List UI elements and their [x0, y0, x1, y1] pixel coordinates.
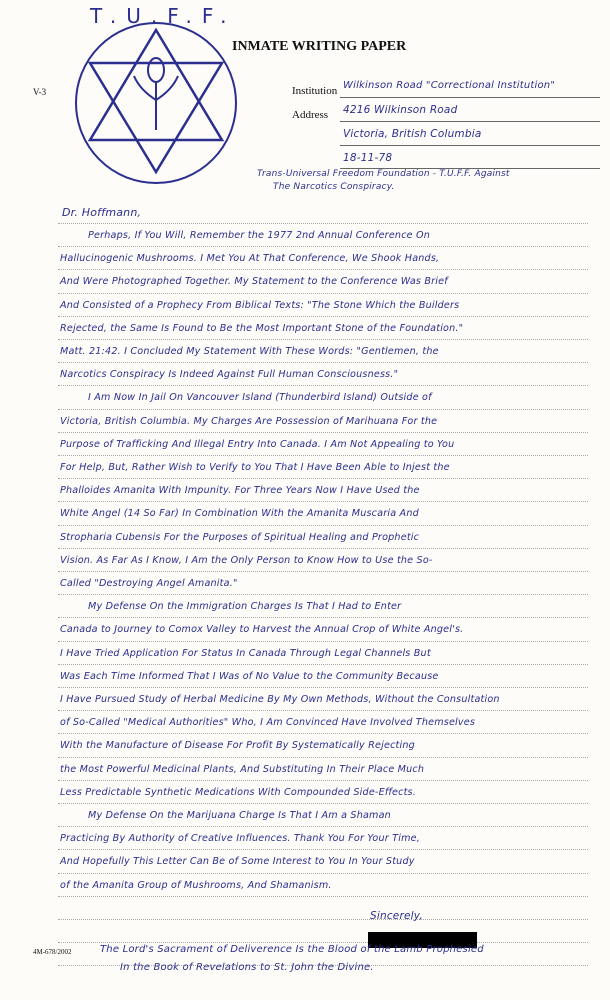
letter-line: For Help, But, Rather Wish to Verify to You That I Have Been Able to Injest the — [60, 462, 450, 473]
form-title: INMATE WRITING PAPER — [232, 39, 407, 54]
ruled-line — [58, 432, 588, 433]
footer-code: 4M-678/2002 — [33, 948, 72, 956]
ruled-line — [58, 571, 588, 572]
ruled-line — [58, 803, 588, 804]
ruled-line — [58, 269, 588, 270]
ruled-line — [58, 455, 588, 456]
org-line-2: The Narcotics Conspiracy. — [273, 182, 395, 192]
letter-line: With the Manufacture of Disease For Profit By Systematically Rejecting — [60, 740, 415, 752]
letter-line: Called "Destroying Angel Amanita." — [60, 578, 238, 589]
org-line-1: Trans-Universal Freedom Foundation - T.U.F.F. Against — [257, 169, 510, 179]
ruled-line — [58, 780, 588, 781]
ruled-line — [58, 246, 588, 247]
ruled-line — [58, 919, 588, 920]
letter-line: Hallucinogenic Mushrooms. I Met You At That Conference, We Shook Hands, — [60, 253, 440, 265]
letter-line: I Am Now In Jail On Vancouver Island (Thunderbird Island) Outside of — [88, 392, 432, 404]
ruled-line — [58, 548, 588, 549]
ruled-line — [58, 223, 588, 224]
letter-line: And Hopefully This Letter Can Be of Some Interest to You In Your Study — [60, 856, 415, 868]
letter-line: Rejected, the Same Is Found to Be the Most Important Stone of the Foundation." — [60, 322, 464, 334]
letter-line: Matt. 21:42. I Concluded My Statement With These Words: "Gentlemen, the — [60, 346, 439, 357]
letter-line: Less Predictable Synthetic Medications With Compounded Side-Effects. — [60, 786, 416, 798]
address-line-2: Victoria, British Columbia — [343, 128, 482, 140]
letter-line: of So-Called "Medical Authorities" Who, I Am Convinced Have Involved Themselves — [60, 717, 476, 729]
letter-line: of the Amanita Group of Mushrooms, And Shamanism. — [60, 879, 332, 891]
ruled-line — [58, 293, 588, 294]
letter-line: Vision. As Far As I Know, I Am the Only Person to Know How to Use the So- — [60, 554, 433, 566]
closing: Sincerely, — [370, 910, 423, 922]
postscript-line-1: The Lord's Sacrament of Deliverence Is the Blood of the Lamb Prophesied — [100, 944, 484, 955]
ruled-line — [58, 385, 588, 386]
ruled-line — [58, 478, 588, 479]
ruled-line — [58, 896, 588, 897]
institution-label: Institution — [292, 85, 338, 97]
letter-line: Was Each Time Informed That I Was of No Value to the Community Because — [60, 670, 439, 682]
letter-line: And Consisted of a Prophecy From Biblical Texts: "The Stone Which the Builders — [60, 299, 460, 311]
ruled-line — [58, 339, 588, 340]
letter-line: My Defense On the Immigration Charges Is That I Had to Enter — [88, 601, 402, 613]
ruled-line — [58, 757, 588, 758]
letter-line: And Were Photographed Together. My Statement to the Conference Was Brief — [60, 276, 448, 288]
ruled-line — [58, 316, 588, 317]
ruled-line — [58, 826, 588, 827]
ruled-line — [58, 362, 588, 363]
ruled-line — [58, 501, 588, 502]
ruled-line — [58, 525, 588, 526]
letter-line: Perhaps, If You Will, Remember the 1977 2nd Annual Conference On — [88, 230, 431, 241]
ruled-line — [58, 687, 588, 688]
letter-line: My Defense On the Marijuana Charge Is That I Am a Shaman — [88, 810, 391, 821]
letter-line: Practicing By Authority of Creative Influences. Thank You For Your Time, — [60, 833, 420, 845]
letter-line: White Angel (14 So Far) In Combination With the Amanita Muscaria And — [60, 508, 419, 520]
letter-line: Canada to Journey to Comox Valley to Harvest the Annual Crop of White Angel's. — [60, 624, 464, 636]
salutation: Dr. Hoffmann, — [62, 206, 142, 219]
letter-line: Narcotics Conspiracy Is Indeed Against Full Human Consciousness." — [60, 369, 399, 381]
ruled-line — [58, 664, 588, 665]
address-line-1: 4216 Wilkinson Road — [343, 104, 458, 116]
letter-date: 18-11-78 — [343, 152, 393, 164]
letter-line: Purpose of Trafficking And Illegal Entry Into Canada. I Am Not Appealing to You — [60, 438, 455, 450]
letter-line: the Most Powerful Medicinal Plants, And Substituting In Their Place Much — [60, 763, 425, 775]
institution-value: Wilkinson Road "Correctional Institution" — [343, 80, 556, 91]
ruled-line — [58, 849, 588, 850]
ruled-line — [58, 409, 588, 410]
ruled-line — [58, 873, 588, 874]
ruled-line — [58, 594, 588, 595]
letter-line: Stropharia Cubensis For the Purposes of Spiritual Healing and Prophetic — [60, 531, 420, 543]
logo-text: T.U.F.F. — [90, 4, 237, 28]
ruled-line — [58, 710, 588, 711]
letter-line: Phalloides Amanita With Impunity. For Three Years Now I Have Used the — [60, 485, 420, 497]
letter-line: I Have Pursued Study of Herbal Medicine By My Own Methods, Without the Consultation — [60, 694, 500, 705]
letter-line: Victoria, British Columbia. My Charges Are Possession of Marihuana For the — [60, 415, 438, 427]
ruled-line — [58, 733, 588, 734]
postscript-line-2: In the Book of Revelations to St. John the Divine. — [120, 962, 374, 973]
letter-line: I Have Tried Application For Status In Canada Through Legal Channels But — [60, 647, 431, 659]
ruled-line — [58, 617, 588, 618]
address-label: Address — [292, 109, 329, 121]
form-id: V-3 — [33, 87, 47, 97]
ruled-line — [58, 641, 588, 642]
